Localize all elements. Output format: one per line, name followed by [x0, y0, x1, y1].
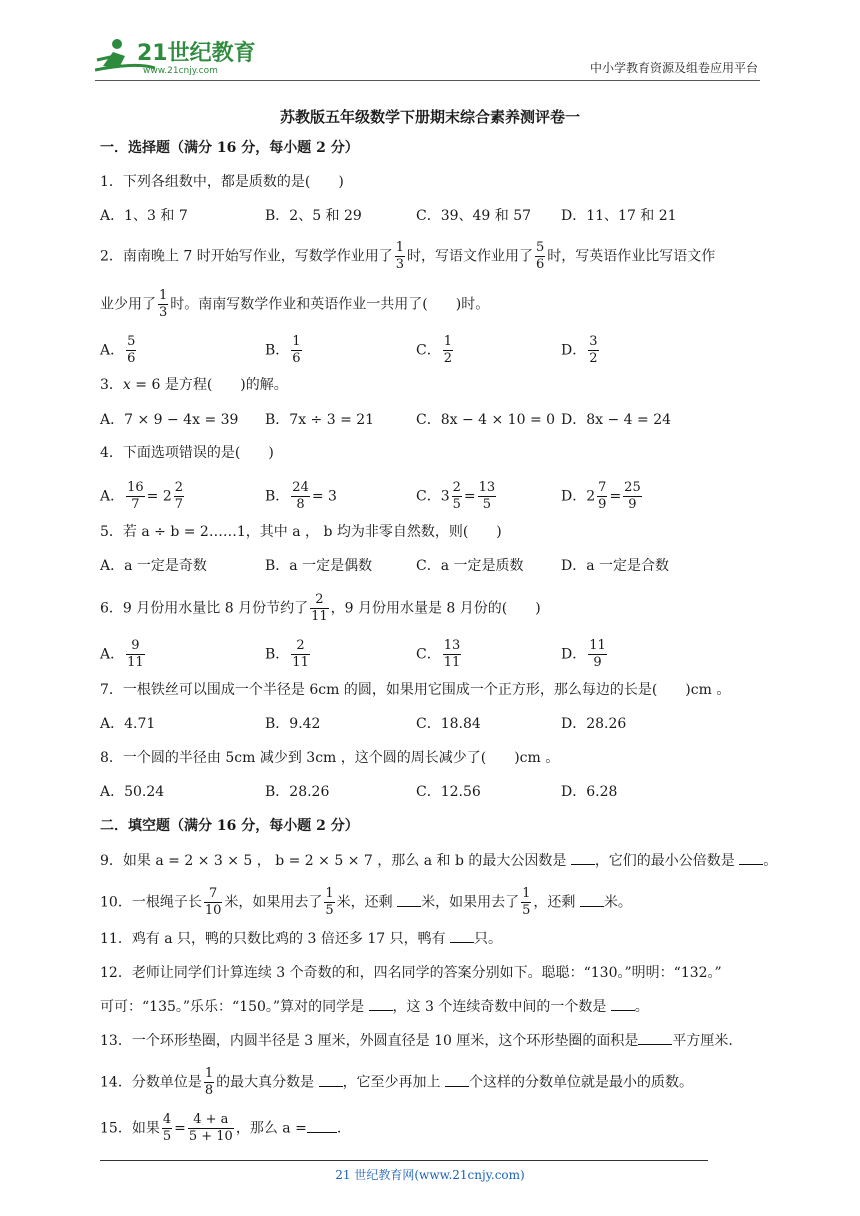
q7-option-c: C．18.84	[416, 716, 481, 732]
q14-blank-1[interactable]	[319, 1072, 343, 1087]
q15-blank[interactable]	[307, 1118, 337, 1133]
q12-blank-2[interactable]	[611, 996, 635, 1011]
q8-option-b: B．28.26	[265, 784, 330, 800]
q4-option-d: D．2 $\frac{7}{9}$ = $\frac{25}{9}$	[561, 480, 641, 512]
q12-blank-1[interactable]	[369, 996, 393, 1011]
q2-text-2: 时，写语文作业用了	[407, 248, 533, 265]
q1-option-d: D．11、17 和 21	[561, 208, 677, 224]
q1-option-a: A．1、3 和 7	[100, 208, 188, 224]
q6-fraction: $\frac{2}{11}$	[311, 592, 328, 624]
q2-fraction-3: $\frac{1}{3}$	[159, 288, 168, 320]
q9-blank-1[interactable]	[571, 850, 595, 865]
q2-text-5: 时。南南写数学作业和英语作业一共用了( )时。	[170, 296, 490, 313]
q11-stem: 11．鸡有 a 只，鸭的只数比鸡的 3 倍还多 17 只，鸭有 只。	[100, 928, 502, 949]
q7-option-d: D．28.26	[561, 716, 627, 732]
q11-blank[interactable]	[450, 928, 474, 943]
q9-stem: 9．如果 a = 2 × 3 × 5 ， b = 2 × 5 × 7 ，那么 a 和 b 的最大公因数是 ，它们的最小公倍数是 。	[100, 850, 777, 871]
q2-option-d: D． $\frac{3}{2}$	[561, 334, 598, 366]
q13-blank[interactable]	[638, 1030, 672, 1045]
q14-stem: 14．分数单位是 $\frac{1}{8}$ 的最大真分数是 ，它至少再加上 个这样的分数单位就是最小的质数。	[100, 1066, 694, 1098]
page-header	[95, 30, 760, 81]
q2-text-1: 2．南南晚上 7 时开始写作业，写数学作业用了	[100, 248, 393, 265]
q6-option-a: A． $\frac{9}{11}$	[100, 638, 144, 670]
q2-option-a: A． $\frac{5}{6}$	[100, 334, 136, 366]
footer-source: 21 世纪教育网(www.21cnjy.com)	[335, 1168, 525, 1182]
q4-option-b: B． $\frac{24}{8}$ = 3	[265, 480, 337, 512]
q3-option-c: C．8x − 4 × 10 = 0	[416, 412, 556, 428]
q10-stem: 10．一根绳子长 $\frac{7}{10}$ 米，如果用去了 $\frac{1}{5}$ 米，还剩 米，如果用去了 $\frac{1}{5}$ ，还剩 米。	[100, 886, 632, 918]
section-1-heading: 一．选择题（满分 16 分，每小题 2 分）	[100, 140, 359, 156]
q12-line-2: 可可：“135。”乐乐：“150。”算对的同学是 ，这 3 个连续奇数中间的一个数是 。	[100, 996, 649, 1017]
header-tagline: 中小学教育资源及组卷应用平台	[589, 61, 758, 75]
q5-stem: 5．若 a ÷ b = 2……1，其中 a ， b 均为非零自然数，则( )	[100, 524, 502, 540]
q3-option-b: B．7x ÷ 3 = 21	[265, 412, 375, 428]
q9-blank-2[interactable]	[739, 850, 763, 865]
q5-option-d: D．a 一定是合数	[561, 558, 670, 574]
q2-option-c: C． $\frac{1}{2}$	[416, 334, 452, 366]
q2-line-2	[100, 288, 489, 321]
q3-option-d: D．8x − 4 = 24	[561, 412, 672, 428]
q10-blank-2[interactable]	[580, 892, 604, 907]
q1-option-c: C．39、49 和 57	[416, 208, 532, 224]
q7-option-a: A．4.71	[100, 716, 156, 732]
q5-option-b: B．a 一定是偶数	[265, 558, 373, 574]
q14-blank-2[interactable]	[445, 1072, 469, 1087]
logo-url: www.21cnjy.com	[143, 66, 218, 76]
q5-option-a: A．a 一定是奇数	[100, 558, 207, 574]
logo-text: 21世纪教育	[137, 41, 256, 66]
q13-stem: 13．一个环形垫圈，内圆半径是 3 厘米，外圆直径是 10 厘米，这个环形垫圈的面积是 平方厘米.	[100, 1030, 733, 1051]
q1-stem: 1．下列各组数中，都是质数的是( )	[100, 174, 344, 190]
q6-stem: 6．9 月份用水量比 8 月份节约了 $\frac{2}{11}$ ，9 月份用水量是 8 月份的( )	[100, 592, 541, 624]
q5-option-c: C．a 一定是质数	[416, 558, 524, 574]
q8-option-c: C．12.56	[416, 784, 481, 800]
q15-stem: 15．如果 $\frac{4}{5}$ = $\frac{4 + a}{5 + 10}$ ，那么 a = .	[100, 1112, 342, 1144]
site-logo	[95, 36, 275, 76]
q4-option-a: A． $\frac{16}{7}$ = 2 $\frac{2}{7}$	[100, 480, 184, 512]
q6-option-b: B． $\frac{2}{11}$	[265, 638, 309, 670]
q3-option-a: A．7 × 9 − 4x = 39	[100, 412, 239, 428]
q1-option-b: B．2、5 和 29	[265, 208, 362, 224]
q2-fraction-1: $\frac{1}{3}$	[395, 240, 404, 272]
q8-option-a: A．50.24	[100, 784, 165, 800]
q6-option-d: D． $\frac{11}{9}$	[561, 638, 606, 670]
q2-text-3: 时，写英语作业比写语文作	[547, 248, 716, 265]
q4-option-c: C．3 $\frac{2}{5}$ = $\frac{13}{5}$	[416, 480, 496, 512]
footer-divider	[100, 1160, 708, 1161]
q2-option-b: B． $\frac{1}{6}$	[265, 334, 301, 366]
q8-option-d: D．6.28	[561, 784, 618, 800]
page-title: 苏教版五年级数学下册期末综合素养测评卷一	[279, 108, 580, 126]
q12-line-1: 12．老师让同学们计算连续 3 个奇数的和，四名同学的答案分别如下。聪聪：“130。”明明：“132。”	[100, 965, 722, 981]
q2-fraction-2: $\frac{5}{6}$	[536, 240, 545, 272]
q2-text-4: 业少用了	[100, 296, 156, 313]
q7-option-b: B．9.42	[265, 716, 321, 732]
q10-blank-1[interactable]	[397, 892, 421, 907]
q7-stem: 7．一根铁丝可以围成一个半径是 6cm 的圆，如果用它围成一个正方形，那么每边的长是( )cm 。	[100, 682, 731, 698]
section-2-heading: 二．填空题（满分 16 分，每小题 2 分）	[100, 818, 359, 834]
q8-stem: 8．一个圆的半径由 5cm 减少到 3cm ，这个圆的周长减少了( )cm 。	[100, 750, 560, 766]
q2-line-1	[100, 240, 715, 273]
q3-stem: 3．x = 6 是方程( )的解。	[100, 377, 288, 393]
q6-option-c: C． $\frac{13}{11}$	[416, 638, 461, 670]
q4-stem: 4．下面选项错误的是( )	[100, 445, 274, 461]
